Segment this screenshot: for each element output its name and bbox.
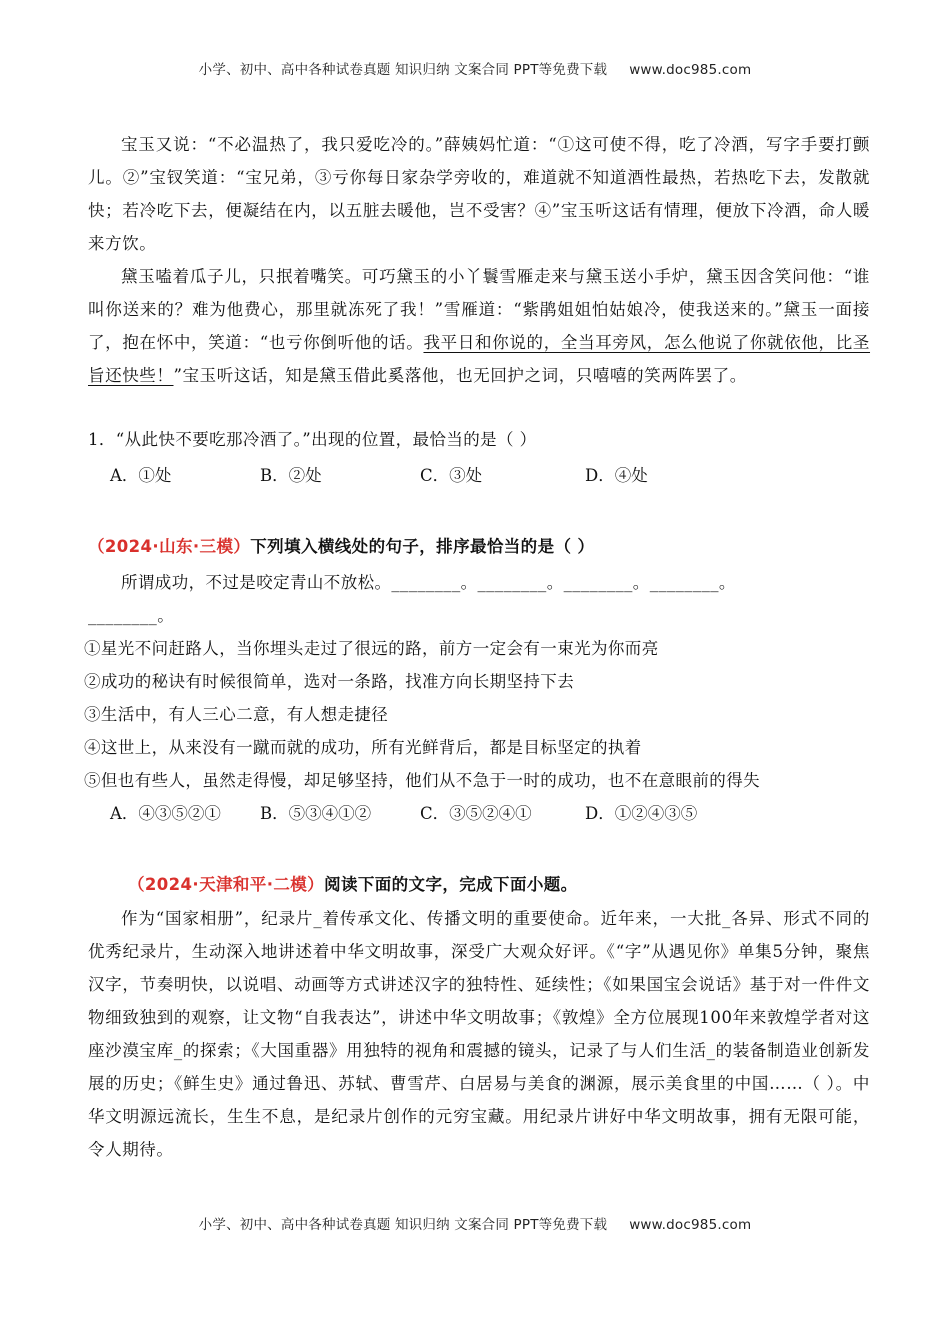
q2-item-2: ②成功的秘诀有时候很简单，选对一条路，找准方向长期坚持下去 — [84, 672, 575, 691]
q2-title: 下列填入横线处的句子，排序最恰当的是（ ） — [250, 537, 595, 556]
header-site: www.doc985.com — [629, 62, 752, 78]
q2-lead: 所谓成功，不过是咬定青山不放松。________。________。________。________。 — [121, 573, 736, 592]
question-2-heading — [88, 530, 594, 563]
q2-item-4: ④这世上，从来没有一蹴而就的成功，所有光鲜背后，都是目标坚定的执着 — [84, 738, 642, 757]
q2-lead-continued: ________。 — [88, 606, 175, 625]
footer-site: www.doc985.com — [629, 1217, 752, 1233]
q2-option-c: C．③⑤②④① — [420, 804, 532, 823]
question-2-options — [110, 797, 697, 830]
q2-item-1: ①星光不问赶路人，当你埋头走过了很远的路，前方一定会有一束光为你而亮 — [84, 639, 659, 658]
q3-title: 阅读下面的文字，完成下面小题。 — [324, 875, 578, 894]
q2-option-b: B．⑤③④①② — [260, 804, 372, 823]
passage-p2-underlined: 我平日和你说的，全当耳旁风，怎么他说了你就依他，比圣旨还快些！ — [88, 333, 871, 385]
question-3-heading — [128, 868, 578, 901]
q3-source: （2024·天津和平·二模） — [128, 875, 325, 894]
q1-option-a: A．①处 — [110, 466, 172, 485]
q1-option-b: B．②处 — [260, 466, 322, 485]
passage-p2-after: ”宝玉听这话，知是黛玉借此奚落他，也无回护之词，只嘻嘻的笑两阵罢了。 — [173, 366, 747, 385]
q2-source: （2024·山东·三模） — [88, 537, 251, 556]
q2-option-a: A．④③⑤②① — [110, 804, 221, 823]
passage-paragraph-1: 宝玉又说：“不必温热了，我只爱吃冷的。”薛姨妈忙道：“①这可使不得，吃了冷酒，写字手要打颤儿。②”宝钗笑道：“宝兄弟，③亏你每日家杂学旁收的，难道就不知道酒性最热，若热吃下去，发散就快；若冷吃下去，便凝结在内，以五脏去暖他，岂不受害？④”宝玉听这话有情理，便放下冷酒，命人暖来方饮。 — [88, 135, 870, 253]
question-1: 1．“从此快不要吃那冷酒了。”出现的位置，最恰当的是（ ） — [88, 430, 537, 449]
q1-option-d: D．④处 — [585, 466, 648, 485]
q1-option-c: C．③处 — [420, 466, 483, 485]
q3-passage: 作为“国家相册”，纪录片_着传承文化、传播文明的重要使命。近年来，一大批_各异、形式不同的优秀纪录片，生动深入地讲述着中华文明故事，深受广大观众好评。《“字”从遇见你》单集5分钟，聚焦汉字，节奏明快，以说唱、动画等方式讲述汉字的独特性、延续性；《如果国宝会说话》基于对一件件文物细致独到的观察，让文物“自我表达”，讲述中华文明故事；《敦煌》全方位展现100年来敦煌学者对这座沙漠宝库_的探索；《大国重器》用独特的视角和震撼的镜头，记录了与人们生活_的装备制造业创新发展的历史；《鲜生史》通过鲁迅、苏轼、曹雪芹、白居易与美食的渊源，展示美食里的中国……（ ）。中华文明源远流长，生生不息，是纪录片创作的元穷宝藏。用纪录片讲好中华文明故事，拥有无限可能，令人期待。 — [88, 909, 870, 1159]
page-header — [0, 58, 950, 78]
page-footer — [0, 1213, 950, 1233]
question-1-options — [110, 459, 648, 492]
footer-text: 小学、初中、高中各种试卷真题 知识归纳 文案合同 PPT等免费下载 — [198, 1217, 608, 1233]
q2-item-5: ⑤但也有些人，虽然走得慢，却足够坚持，他们从不急于一时的成功，也不在意眼前的得失 — [84, 771, 760, 790]
q2-option-d: D．①②④③⑤ — [585, 804, 698, 823]
header-text: 小学、初中、高中各种试卷真题 知识归纳 文案合同 PPT等免费下载 — [198, 62, 608, 78]
q2-item-3: ③生活中，有人三心二意，有人想走捷径 — [84, 705, 389, 724]
passage-paragraph-2 — [88, 260, 870, 392]
passage-p2-before: 黛玉嗑着瓜子儿，只抿着嘴笑。可巧黛玉的小丫鬟雪雁走来与黛玉送小手炉，黛玉因含笑问他：“谁叫你送来的？难为他费心，那里就冻死了我！”雪雁道：“紫鹃姐姐怕姑娘冷，使我送来的。”黛玉一面接了，抱在怀中，笑道：“也亏你倒听他的话。 — [88, 267, 870, 352]
